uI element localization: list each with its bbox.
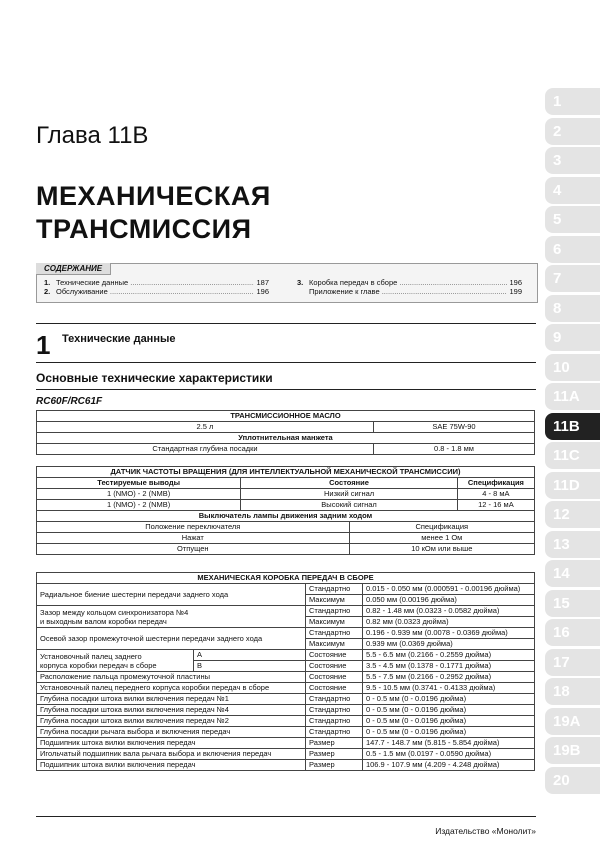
gearbox-table — [36, 572, 535, 771]
table-cell: Стандартно — [305, 705, 362, 716]
toc-page: 196 — [509, 278, 522, 287]
table-cell: Радиальное биение шестерни передачи заднего хода — [37, 584, 306, 606]
chapter-heading: Глава 11В — [36, 122, 149, 149]
chapter-tab-18[interactable]: 18 — [545, 678, 600, 705]
table-cell: Размер — [305, 749, 362, 760]
table-cell: Отпущен — [37, 544, 350, 555]
toc-num: 2. — [44, 287, 51, 296]
cell-line: Зазор между кольцом синхронизатора №4 — [40, 607, 189, 617]
table-cell: 106.9 - 107.9 мм (4.209 - 4.248 дюйма) — [362, 760, 534, 771]
chapter-tab-13[interactable]: 13 — [545, 531, 600, 558]
table-cell — [37, 650, 194, 672]
table-cell: Спецификация — [349, 522, 534, 533]
table-cell: A — [194, 650, 306, 661]
table-cell: 0.939 мм (0.0369 дюйма) — [362, 639, 534, 650]
toc-num: 3. — [297, 278, 304, 287]
table-row — [37, 584, 535, 595]
table-cell: Размер — [305, 760, 362, 771]
table-cell: 5.5 - 6.5 мм (0.2166 - 0.2559 дюйма) — [362, 650, 534, 661]
table-header: МЕХАНИЧЕСКАЯ КОРОБКА ПЕРЕДАЧ В СБОРЕ — [37, 573, 535, 584]
table-cell: Стандартно — [305, 694, 362, 705]
table-cell: 0.5 - 1.5 мм (0.0197 - 0.0590 дюйма) — [362, 749, 534, 760]
table-cell: Глубина посадки рычага выбора и включения передач — [37, 727, 306, 738]
toc-label: Коробка передач в сборе ..... — [309, 278, 507, 287]
divider — [36, 362, 536, 363]
toc-page: 196 — [256, 287, 269, 296]
table-cell: 0.8 - 1.8 мм — [374, 444, 535, 455]
chapter-tab-2[interactable]: 2 — [545, 118, 600, 145]
table-row — [37, 628, 535, 639]
table-row — [37, 606, 535, 617]
table-header: ТРАНСМИССИОННОЕ МАСЛО — [37, 411, 535, 422]
title-line-1: МЕХАНИЧЕСКАЯ — [36, 181, 271, 211]
table-cell: Максимум — [305, 595, 362, 606]
table-row — [37, 705, 535, 716]
table-header: Уплотнительная манжета — [37, 433, 535, 444]
cell-line: и выходным валом коробки передач — [40, 616, 167, 626]
toc-page: 199 — [509, 287, 522, 296]
toc-num: 1. — [44, 278, 51, 287]
oil-table — [36, 410, 535, 455]
table-cell: Стандартно — [305, 606, 362, 617]
table-cell: SAE 75W-90 — [374, 422, 535, 433]
table-row — [37, 716, 535, 727]
table-row — [37, 544, 535, 555]
chapter-tab-10[interactable]: 10 — [545, 354, 600, 381]
table-cell: Размер — [305, 738, 362, 749]
title-line-2: ТРАНСМИССИЯ — [36, 214, 252, 244]
table-cell: 0.82 - 1.48 мм (0.0323 - 0.0582 дюйма) — [362, 606, 534, 617]
table-cell: 5.5 - 7.5 мм (0.2166 - 0.2952 дюйма) — [362, 672, 534, 683]
table-cell: Стандартно — [305, 628, 362, 639]
model-label: RC60F/RC61F — [36, 396, 103, 407]
table-cell: 0.82 мм (0.0323 дюйма) — [362, 617, 534, 628]
table-cell: Нажат — [37, 533, 350, 544]
table-cell: менее 1 Ом — [349, 533, 534, 544]
page-title — [36, 180, 271, 246]
table-cell: 2.5 л — [37, 422, 374, 433]
table-row — [37, 650, 535, 661]
publisher-footer: Издательство «Монолит» — [435, 826, 536, 836]
table-cell: 0.050 мм (0.00196 дюйма) — [362, 595, 534, 606]
table-cell: Стандартно — [305, 584, 362, 595]
table-cell: Стандартно — [305, 716, 362, 727]
chapter-tab-19b[interactable]: 19B — [545, 737, 600, 764]
footer-divider — [36, 816, 536, 817]
toc-page: 187 — [256, 278, 269, 287]
chapter-tabs — [545, 88, 600, 796]
toc-item[interactable] — [297, 278, 522, 287]
table-cell: 1 (NMO) - 2 (NMB) — [37, 489, 241, 500]
chapter-tab-4[interactable]: 4 — [545, 177, 600, 204]
toc-label: Обслуживание ..... — [56, 287, 254, 296]
table-cell: 147.7 - 148.7 мм (5.815 - 5.854 дюйма) — [362, 738, 534, 749]
chapter-tab-19a[interactable]: 19A — [545, 708, 600, 735]
table-cell: B — [194, 661, 306, 672]
chapter-tab-16[interactable]: 16 — [545, 619, 600, 646]
table-cell: 3.5 - 4.5 мм (0.1378 - 0.1771 дюйма) — [362, 661, 534, 672]
table-cell: Подшипник штока вилки включения передач — [37, 760, 306, 771]
table-cell: 4 - 8 мА — [457, 489, 534, 500]
chapter-tab-7[interactable]: 7 — [545, 265, 600, 292]
table-cell: 1 (NMO) - 2 (NMB) — [37, 500, 241, 511]
chapter-tab-11b[interactable]: 11B — [545, 413, 600, 440]
table-row — [37, 760, 535, 771]
table-cell: Установочный палец переднего корпуса коробки передач в сборе — [37, 683, 306, 694]
table-cell — [37, 606, 306, 628]
table-row — [37, 727, 535, 738]
section-title: Технические данные — [62, 333, 176, 345]
table-row — [37, 672, 535, 683]
table-cell: 10 кОм или выше — [349, 544, 534, 555]
chapter-tab-14[interactable]: 14 — [545, 560, 600, 587]
chapter-tab-6[interactable]: 6 — [545, 236, 600, 263]
table-cell: 12 - 16 мА — [457, 500, 534, 511]
column-header: Состояние — [241, 478, 458, 489]
chapter-tab-11c[interactable]: 11C — [545, 442, 600, 469]
table-cell: 9.5 - 10.5 мм (0.3741 - 0.4133 дюйма) — [362, 683, 534, 694]
chapter-tab-8[interactable]: 8 — [545, 295, 600, 322]
chapter-tab-1[interactable]: 1 — [545, 88, 600, 115]
column-header: Тестируемые выводы — [37, 478, 241, 489]
chapter-tab-17[interactable]: 17 — [545, 649, 600, 676]
table-cell: Положение переключателя — [37, 522, 350, 533]
table-cell: Глубина посадки штока вилки включения передач №2 — [37, 716, 306, 727]
table-header: Выключатель лампы движения задним ходом — [37, 511, 535, 522]
table-cell: Состояние — [305, 672, 362, 683]
cell-line: Установочный палец заднего — [40, 651, 142, 661]
chapter-tab-20[interactable]: 20 — [545, 767, 600, 794]
table-row — [37, 500, 535, 511]
contents-title: СОДЕРЖАНИЕ — [36, 263, 111, 275]
toc-item[interactable] — [297, 287, 522, 296]
table-cell: 0 - 0.5 мм (0 - 0.0196 дюйма) — [362, 716, 534, 727]
divider — [36, 389, 536, 390]
table-cell: Максимум — [305, 617, 362, 628]
section-number: 1 — [36, 330, 51, 360]
chapter-tab-5[interactable]: 5 — [545, 206, 600, 233]
table-cell: Осевой зазор промежуточной шестерни передачи заднего хода — [37, 628, 306, 650]
table-cell: Низкий сигнал — [241, 489, 458, 500]
table-cell: Максимум — [305, 639, 362, 650]
table-row — [37, 683, 535, 694]
table-cell: Состояние — [305, 683, 362, 694]
table-row — [37, 489, 535, 500]
chapter-tab-9[interactable]: 9 — [545, 324, 600, 351]
table-cell: Глубина посадки штока вилки включения передач №4 — [37, 705, 306, 716]
chapter-tab-11d[interactable]: 11D — [545, 472, 600, 499]
column-header: Спецификация — [457, 478, 534, 489]
toc-label: Технические данные ..... — [56, 278, 254, 287]
table-cell: Состояние — [305, 661, 362, 672]
table-cell: Глубина посадки штока вилки включения передач №1 — [37, 694, 306, 705]
table-cell: Высокий сигнал — [241, 500, 458, 511]
table-row — [37, 749, 535, 760]
subsection-title: Основные технические характеристики — [36, 371, 273, 385]
toc-num — [297, 287, 309, 296]
chapter-tab-3[interactable]: 3 — [545, 147, 600, 174]
table-cell: 0.196 - 0.939 мм (0.0078 - 0.0369 дюйма) — [362, 628, 534, 639]
toc-label: Приложение к главе ..... — [309, 287, 507, 296]
toc-item[interactable] — [44, 287, 269, 296]
cell-line: корпуса коробки передач в сборе — [40, 660, 157, 670]
divider — [36, 323, 536, 324]
table-cell: Подшипник штока вилки включения передач — [37, 738, 306, 749]
table-cell: Состояние — [305, 650, 362, 661]
table-cell: Стандартно — [305, 727, 362, 738]
toc-item[interactable] — [44, 278, 269, 287]
chapter-tab-12[interactable]: 12 — [545, 501, 600, 528]
table-cell: 0 - 0.5 мм (0 - 0.0196 дюйма) — [362, 694, 534, 705]
chapter-tab-11a[interactable]: 11A — [545, 383, 600, 410]
table-cell: 0.015 - 0.050 мм (0.000591 - 0.00196 дюйма) — [362, 584, 534, 595]
table-cell: Игольчатый подшипник вала рычага выбора и включения передач — [37, 749, 306, 760]
table-cell: Стандартная глубина посадки — [37, 444, 374, 455]
table-cell: 0 - 0.5 мм (0 - 0.0196 дюйма) — [362, 727, 534, 738]
table-cell: 0 - 0.5 мм (0 - 0.0196 дюйма) — [362, 705, 534, 716]
table-row — [37, 738, 535, 749]
table-row — [37, 533, 535, 544]
table-cell: Расположение пальца промежуточной пластины — [37, 672, 306, 683]
sensor-table — [36, 466, 535, 555]
table-header: ДАТЧИК ЧАСТОТЫ ВРАЩЕНИЯ (ДЛЯ ИНТЕЛЛЕКТУАЛЬНОЙ МЕХАНИЧЕСКОЙ ТРАНСМИССИИ) — [37, 467, 535, 478]
table-row — [37, 694, 535, 705]
chapter-tab-15[interactable]: 15 — [545, 590, 600, 617]
